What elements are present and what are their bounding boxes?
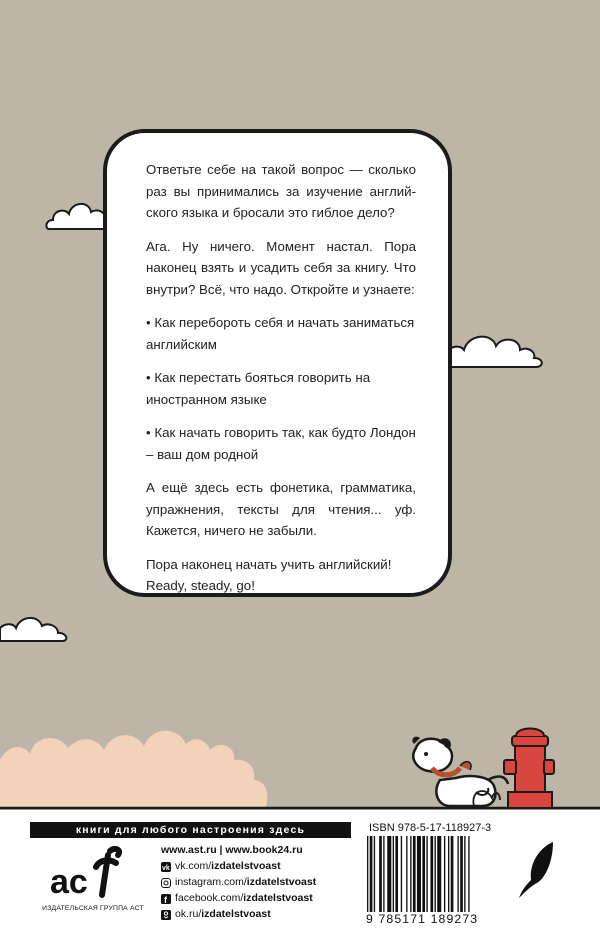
barcode-bar [413, 836, 416, 912]
odnoklassniki-icon [161, 909, 171, 919]
facebook-link-handle: izdatelstvoast [243, 892, 313, 904]
svg-text:vk: vk [162, 865, 170, 872]
vk-link-handle: izdatelstvoast [211, 860, 281, 872]
barcode-bar [395, 836, 398, 912]
publisher-links [161, 842, 316, 922]
social-link-instagram[interactable] [161, 874, 316, 890]
odnoklassniki-link-handle: izdatelstvoast [201, 908, 271, 920]
barcode-bar [437, 836, 441, 912]
barcode-bar [435, 836, 436, 912]
barcode-number: 9 785171 189273 [366, 912, 479, 926]
instagram-link-handle: izdatelstvoast [246, 876, 317, 888]
facebook-link-text: facebook.com/ [175, 892, 244, 904]
blurb-paragraph-2: Ага. Ну ничего. Момент настал. Пора наконец взять и усадить себя за книгу. Что внутри? Всё, что надо. Откройте и узнаете: [146, 238, 416, 297]
publisher-imprint: ИЗДАТЕЛЬСКАЯ ГРУППА АСТ [42, 905, 144, 912]
website-links[interactable]: www.ast.ru | www.book24.ru [161, 844, 303, 856]
blurb-bullet-1: • Как перебороть себя и начать заниматься английским [146, 315, 415, 352]
blurb-closing-slogan: Ready, steady, go! [146, 578, 255, 593]
barcode-bar [367, 836, 368, 912]
blurb-paragraph-1: Ответьте себе на такой вопрос — сколько раз вы принимались за изучение английского языка и бросали это гиблое дело? [146, 162, 416, 220]
feather-logo-icon [517, 840, 557, 900]
blurb-bullet-2: • Как перестать бояться говорить на иностранном языке [146, 370, 371, 407]
odnoklassniki-link-text: ok.ru/ [175, 908, 202, 920]
instagram-icon [161, 877, 171, 887]
facebook-icon [161, 893, 171, 903]
cloud-right [436, 326, 546, 370]
barcode-bar [393, 836, 394, 912]
bushes [0, 731, 267, 808]
barcode-bar [383, 836, 384, 912]
barcode-bar [387, 836, 391, 912]
barcode-bar [464, 836, 465, 912]
blurb-closing-line: Пора наконец начать учить английский! [146, 556, 392, 572]
vk-link-text: vk.com/ [175, 860, 212, 872]
barcode-bar [468, 836, 469, 912]
barcode-bar [401, 836, 402, 912]
barcode-bar [451, 836, 454, 912]
social-link-odnoklassniki[interactable] [161, 906, 316, 922]
barcode-bar [444, 836, 445, 912]
fire-hydrant-illustration [504, 729, 554, 809]
social-link-facebook[interactable] [161, 890, 316, 906]
isbn-label: ISBN 978-5-17-118927-3 [369, 822, 492, 834]
instagram-link-text: instagram.com/ [175, 876, 247, 888]
barcode-bar [406, 836, 407, 912]
barcode-bar [422, 836, 425, 912]
barcode-bar [430, 836, 433, 912]
ground-scene [0, 640, 600, 812]
barcode-bar [370, 836, 373, 912]
blurb-bullet-3: • Как начать говорить так, как будто Лондон – ваш дом родной [146, 425, 416, 462]
barcode [365, 836, 511, 912]
blurb-card [103, 129, 452, 597]
barcode-bar [426, 836, 427, 912]
social-link-vk[interactable] [161, 858, 316, 874]
svg-text:ас: ас [50, 863, 88, 901]
cloud-left-bottom [0, 606, 72, 644]
barcode-bar [417, 836, 421, 912]
svg-text:f: f [164, 895, 167, 904]
publisher-slogan: книги для любого настроения здесь [30, 822, 351, 838]
barcode-bar [379, 836, 382, 912]
barcode-bar [410, 836, 411, 912]
vk-icon [161, 861, 171, 871]
blurb-paragraph-3: А ещё здесь есть фонетика, грамматика, упражнения, тексты для чтения... уф. Кажется, ничего не забыли. [146, 480, 416, 538]
barcode-bar [448, 836, 449, 912]
ast-logo-mark [30, 843, 154, 903]
barcode-bar [457, 836, 458, 912]
blurb-paragraph-4 [146, 554, 416, 597]
barcode-bar [374, 836, 375, 912]
barcode-bar [460, 836, 463, 912]
